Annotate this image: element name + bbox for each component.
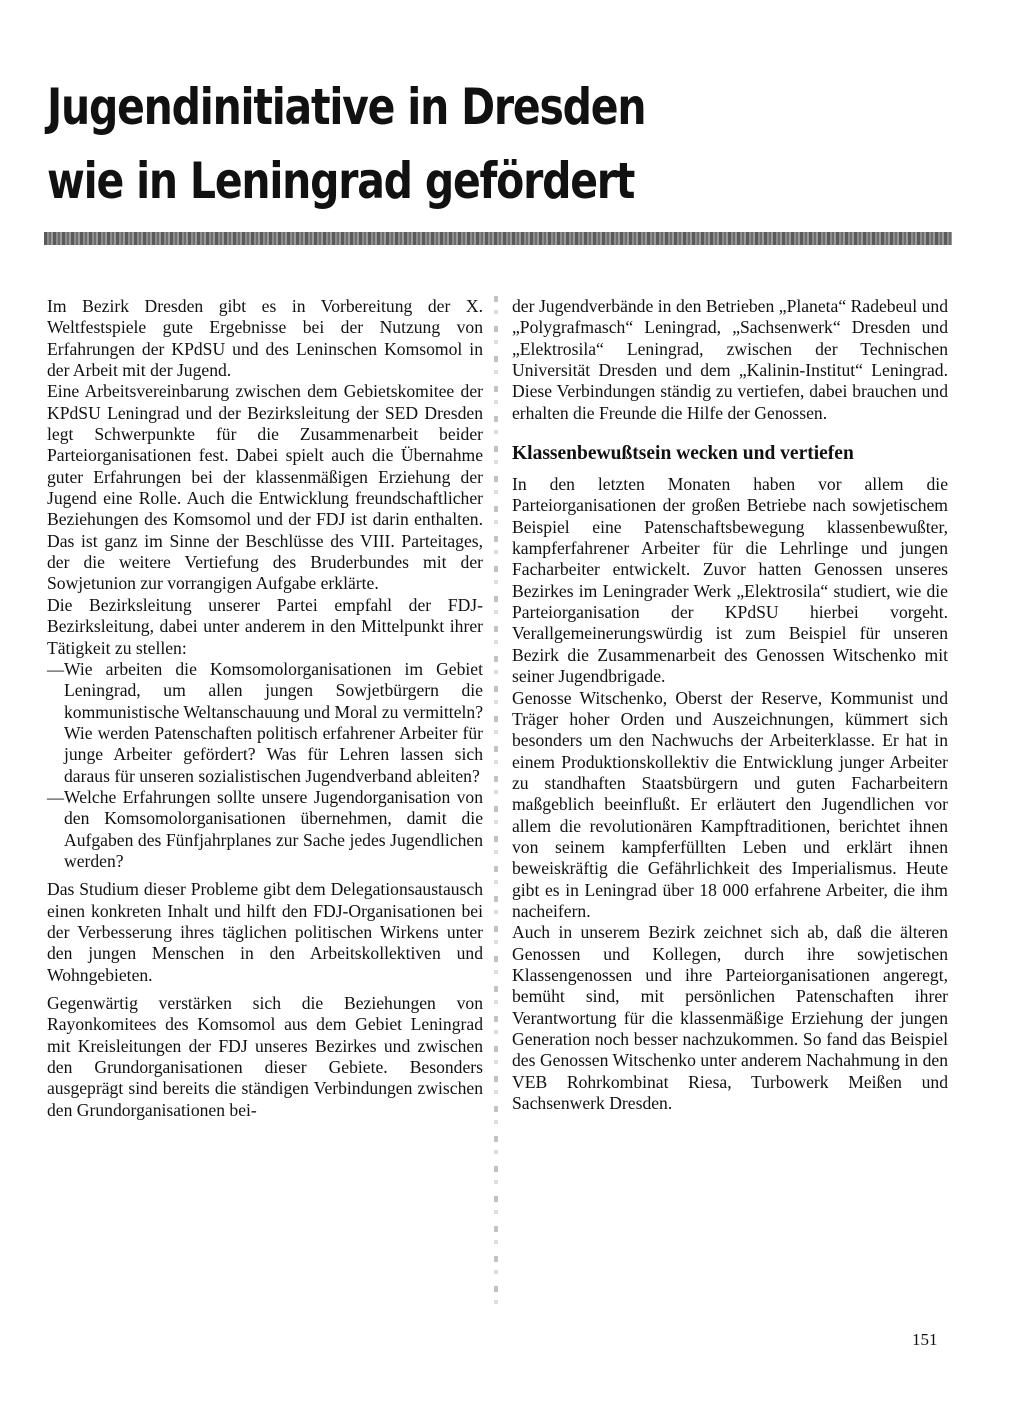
left-paragraph-5: Gegenwärtig verstärken sich die Beziehungen von Rayonkomitees des Komsomol aus dem Gebiet Leningrad mit Kreisleitungen der FDJ unseres Bezirkes und zwischen den Grundorganisationen dieser Gebiete. Besonders ausgeprägt sind bereits die ständigen Verbindungen zwischen den Grundorganisationen bei-	[47, 993, 483, 1120]
question-list	[47, 659, 483, 872]
headline	[47, 70, 801, 218]
page-number: 151	[912, 1330, 938, 1349]
question-item-1: — Wie arbeiten die Komsomolorganisationen im Gebiet Leningrad, um allen jungen Sowjetbürgern die kommunistische Weltanschauung und Moral zu vermitteln? Wie werden Patenschaften politisch erfahrener Arbeiter für junge Arbeiter gefördert? Was für Lehren lassen sich daraus für unseren sozialistischen Jugendverband ableiten?	[47, 659, 483, 787]
question-item-2: — Welche Erfahrungen sollte unsere Jugendorganisation von den Komsomolorganisationen übernehmen, damit die Aufgaben des Fünfjahrplanes zur Sache jedes Jugendlichen werden?	[47, 787, 483, 872]
column-divider	[494, 296, 498, 1306]
left-paragraph-1: Im Bezirk Dresden gibt es in Vorbereitung der X. Weltfestspiele gute Ergebnisse bei der Nutzung von Erfahrungen der KPdSU und des Leninschen Komsomol in der Arbeit mit der Jugend.	[47, 296, 483, 381]
left-column	[47, 296, 483, 1121]
left-paragraph-4: Das Studium dieser Probleme gibt dem Delegationsaustausch einen konkreten Inhalt und hilft den FDJ-Organisationen bei der Verbesserung ihres täglichen politischen Wirkens unter den jungen Menschen in den Arbeitskollektiven und Wohngebieten.	[47, 879, 483, 985]
section-subheading: Klassenbewußtsein wecken und vertiefen	[512, 443, 854, 465]
headline-line-2: wie in Leningrad gefördert	[47, 152, 635, 210]
right-column	[512, 296, 948, 1114]
right-paragraph-2: In den letzten Monaten haben vor allem die Parteiorganisationen der großen Betriebe nach sowjetischem Beispiel eine Patenschaftsbewegung klassenbewußter, kampferfahrener Arbeiter für die Lehrlinge und jungen Facharbeiter entwickelt. Zuvor hatten Genossen unseres Bezirkes im Leningrader Werk „Elektrosila“ studiert, wie die Parteiorganisation der KPdSU hierbei vorgeht. Verallgemeinerungswürdig ist zum Beispiel für unseren Bezirk die Zusammenarbeit des Genossen Witschenko mit seiner Jugendbrigade.	[512, 474, 948, 687]
right-paragraph-3: Genosse Witschenko, Oberst der Reserve, Kommunist und Träger hoher Orden und Auszeichnungen, kümmert sich besonders um den Nachwuchs der Arbeiterklasse. Er hat in einem Produktionskollektiv die Entwicklung junger Arbeiter zu standhaften Staatsbürgern und guten Facharbeitern maßgeblich beeinflußt. Er erläutert den Jugendlichen vor allem die revolutionären Kampftraditionen, berichtet ihnen von seinem kampferfüllten Leben und erklärt ihnen beweiskräftig die Gefährlichkeit des Imperialismus. Heute gibt es in Leningrad über 18 000 erfahrene Arbeiter, die ihm nacheifern.	[512, 687, 948, 921]
left-paragraph-3: Die Bezirksleitung unserer Partei empfahl der FDJ-Bezirksleitung, dabei unter anderem in den Mittelpunkt ihrer Tätigkeit zu stellen:	[47, 594, 483, 658]
right-paragraph-1: der Jugendverbände in den Betrieben „Planeta“ Radebeul und „Polygrafmasch“ Leningrad, „Sachsenwerk“ Dresden und „Elektrosila“ Leningrad, zwischen der Technischen Universität Dresden und dem „Kalinin-Institut“ Leningrad. Diese Verbindungen ständig zu vertiefen, dabei brauchen und erhalten die Freunde die Hilfe der Genossen.	[512, 296, 948, 423]
headline-rule	[44, 232, 952, 245]
right-paragraph-4: Auch in unserem Bezirk zeichnet sich ab, daß die älteren Genossen und Kollegen, durch ihre sowjetischen Klassengenossen und ihre Parteiorganisationen angeregt, bemüht sind, mit persönlichen Patenschaften ihrer Verantwortung für die klassenmäßige Erziehung der jungen Generation noch besser nachzukommen. So fand das Beispiel des Genossen Witschenko unter anderem Nachahmung in den VEB Rohrkombinat Riesa, Turbowerk Meißen und Sachsenwerk Dresden.	[512, 922, 948, 1114]
headline-line-1: Jugendinitiative in Dresden	[47, 78, 646, 136]
left-paragraph-2: Eine Arbeitsvereinbarung zwischen dem Gebietskomitee der KPdSU Leningrad und der Bezirksleitung der SED Dresden legt Schwerpunkte für die Zusammenarbeit beider Parteiorganisationen fest. Dabei spielt auch die Übernahme guter Erfahrungen bei der klassenmäßigen Erziehung der Jugend eine Rolle. Auch die Entwicklung freundschaftlicher Beziehungen des Komsomol und der FDJ ist darin enthalten. Das ist ganz im Sinne der Beschlüsse des VIII. Parteitages, der die weitere Vertiefung des Bruderbundes mit der Sowjetunion zur vorrangigen Aufgabe erklärte.	[47, 381, 483, 594]
